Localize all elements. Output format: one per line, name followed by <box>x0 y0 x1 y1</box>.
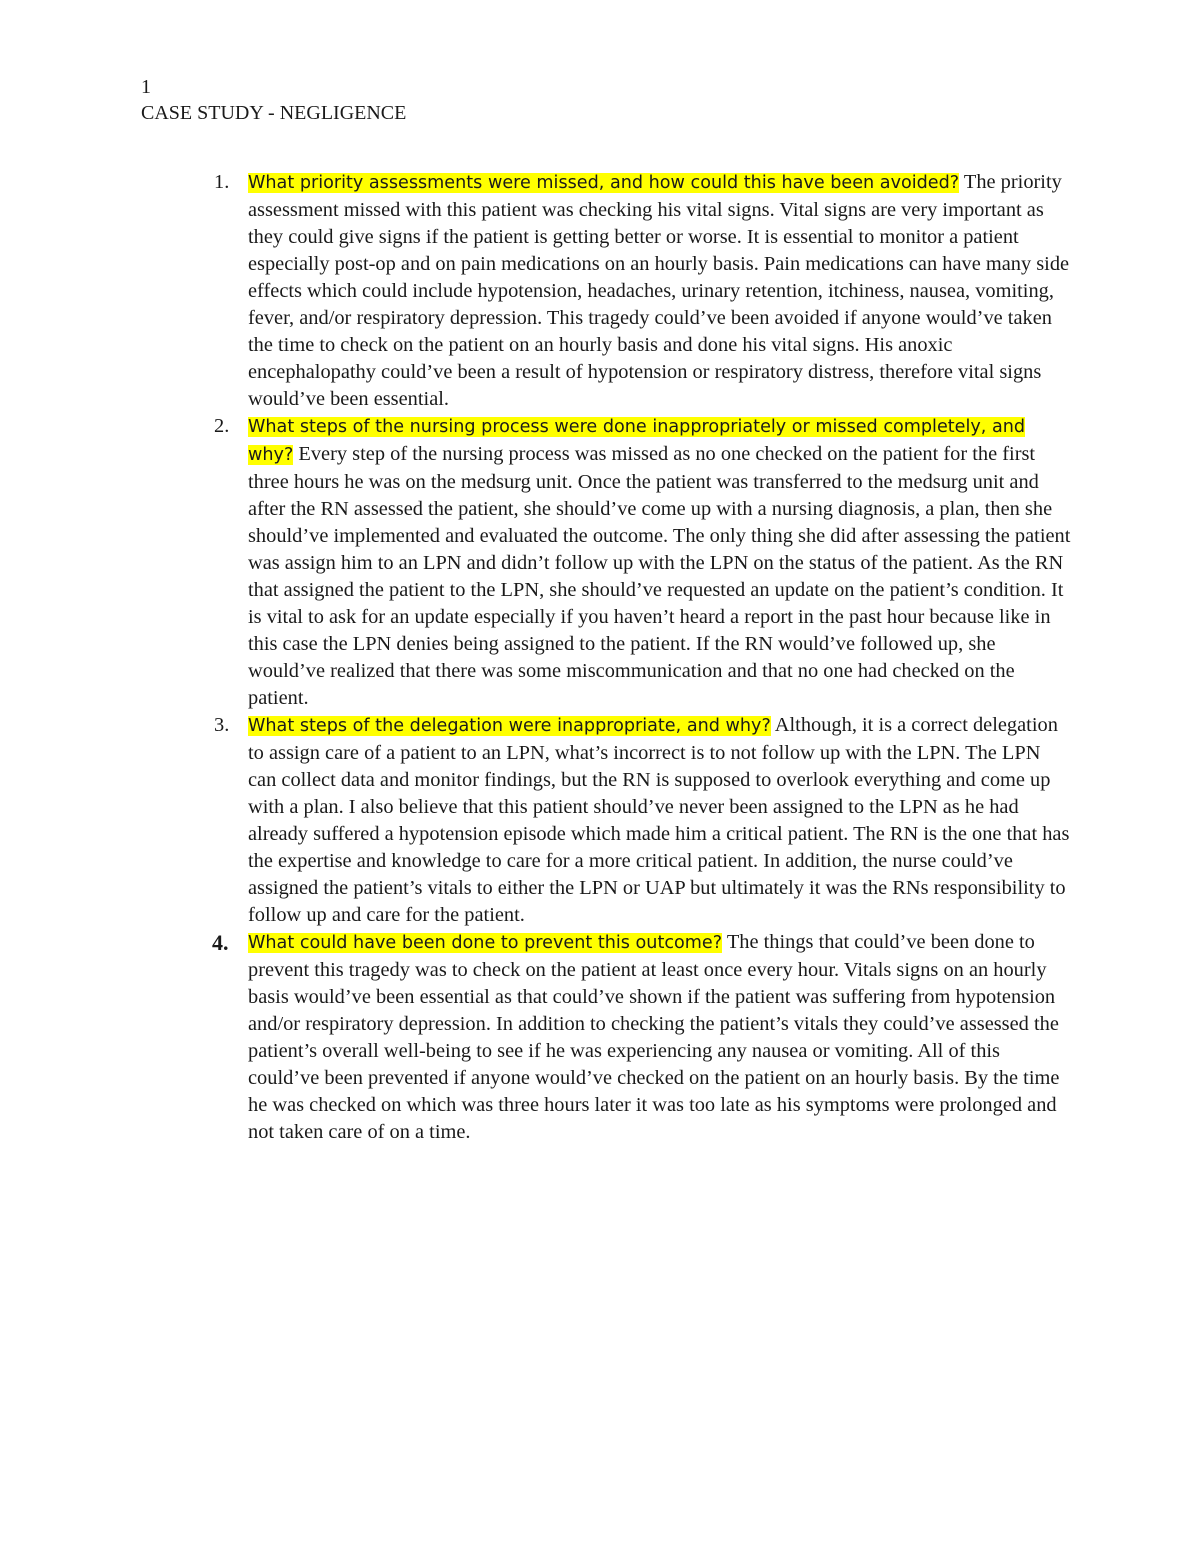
page-number: 1 <box>141 76 151 98</box>
item-number: 3. <box>214 714 230 736</box>
highlighted-question: What steps of the delegation were inappropriate, and why? <box>248 716 771 736</box>
highlighted-question: What priority assessments were missed, and how could this have been avoided? <box>248 173 960 193</box>
highlighted-question: What steps of the nursing process were done inappropriately or missed completely, and why? <box>248 417 1026 465</box>
answer-text: Every step of the nursing process was missed as no one checked on the patient for the first three hours he was on the medsurg unit. Once the patient was transferred to the medsurg unit and after the RN assessed the patient, she should’ve come up with a nursing diagnosis, a plan, then she should’ve implemented and evaluated the outcome. The only thing she did after assessing the patient was assign him to an LPN and didn’t follow up with the LPN on the status of the patient. As the RN that assigned the patient to the LPN, she should’ve requested an update on the patient’s condition. It is vital to ask for an update especially if you haven’t heard a report in the past hour because like in this case the LPN denies being assigned to the patient. If the RN would’ve followed up, she would’ve realized that there was some miscommunication and that no one had checked on the patient. <box>248 443 1071 709</box>
question-item-4 <box>141 929 1071 1146</box>
question-list <box>141 169 1071 1146</box>
item-number: 1. <box>214 171 230 193</box>
question-item-3 <box>141 712 1071 929</box>
highlighted-question: What could have been done to prevent this outcome? <box>248 933 723 953</box>
item-number: 2. <box>214 415 230 437</box>
question-item-1 <box>141 169 1071 413</box>
question-item-2 <box>141 413 1071 712</box>
answer-text: Although, it is a correct delegation to assign care of a patient to an LPN, what’s incorrect is to not follow up with the LPN. The LPN can collect data and monitor findings, but the RN is supposed to overlook everything and come up with a plan. I also believe that this patient should’ve never been assigned to the LPN as he had already suffered a hypotension episode which made him a critical patient. The RN is the one that has the expertise and knowledge to care for a more critical patient. In addition, the nurse could’ve assigned the patient’s vitals to either the LPN or UAP but ultimately it was the RNs responsibility to follow up and care for the patient. <box>248 714 1070 926</box>
answer-text: The priority assessment missed with this patient was checking his vital signs. Vital signs are very important as they could give signs if the patient is getting better or worse. It is essential to monitor a patient especially post-op and on pain medications on an hourly basis. Pain medications can have many side effects which could include hypotension, headaches, urinary retention, itchiness, nausea, vomiting, fever, and/or respiratory depression. This tragedy could’ve been avoided if anyone would’ve taken the time to check on the patient on an hourly basis and done his vital signs. His anoxic encephalopathy could’ve been a result of hypotension or respiratory distress, therefore vital signs would’ve been essential. <box>248 171 1070 410</box>
document-title: CASE STUDY - NEGLIGENCE <box>141 102 407 124</box>
item-number: 4. <box>212 930 229 955</box>
answer-text: The things that could’ve been done to prevent this tragedy was to check on the patient at least once every hour. Vitals signs on an hourly basis would’ve been essential as that could’ve shown if the patient was suffering from hypotension and/or respiratory depression. In addition to checking the patient’s vitals they could’ve assessed the patient’s overall well-being to see if he was experiencing any nausea or vomiting. All of this could’ve been prevented if anyone would’ve checked on the patient on an hourly basis. By the time he was checked on which was three hours later it was too late as his symptoms were prolonged and not taken care of on a time. <box>248 931 1060 1143</box>
